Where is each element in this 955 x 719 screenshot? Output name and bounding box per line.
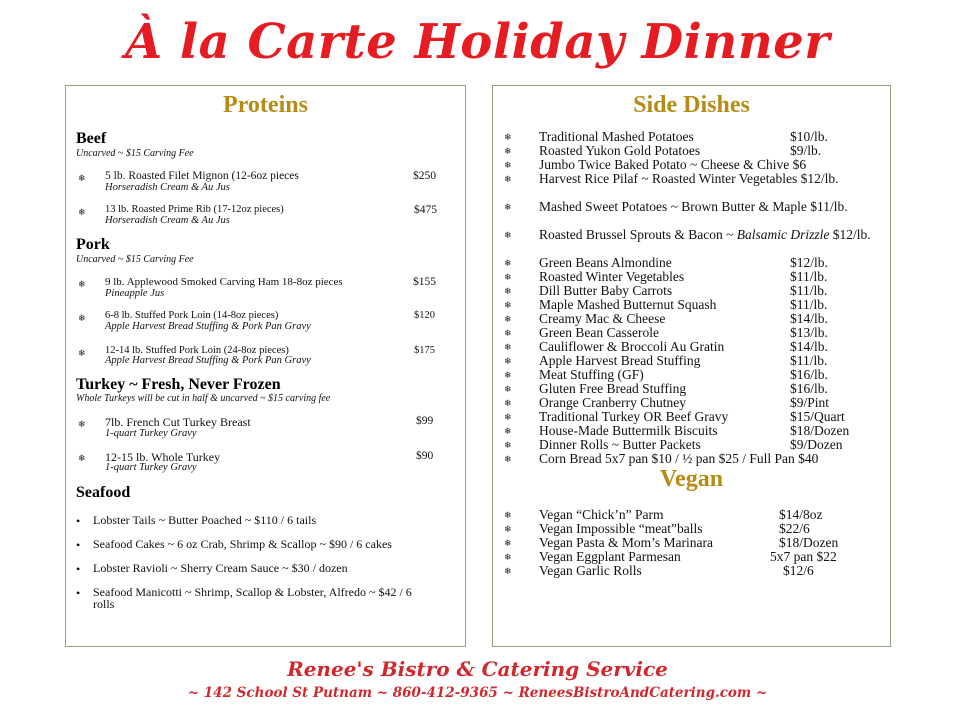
snowflake-bullet-icon: ❄ xyxy=(504,132,512,142)
side-dish-name-italic: Balsamic Drizzle xyxy=(736,227,830,242)
side-dish-price: $11/lb. xyxy=(790,283,828,298)
side-dish-name-text: Roasted Brussel Sprouts & Bacon ~ xyxy=(539,227,737,242)
snowflake-bullet-icon: ❄ xyxy=(78,313,86,323)
vegan-item-name: Vegan Eggplant Parmesan xyxy=(539,549,681,564)
dot-bullet-icon: • xyxy=(76,514,81,528)
side-dish-price: $15/Quart xyxy=(790,409,845,424)
side-dish-name: Roasted Winter Vegetables xyxy=(539,269,685,284)
snowflake-bullet-icon: ❄ xyxy=(78,453,86,463)
vegan-item-name: Vegan Pasta & Mom’s Marinara xyxy=(539,535,713,550)
side-dish-price: $9/Dozen xyxy=(790,437,843,452)
side-dishes-heading: Side Dishes xyxy=(633,92,750,118)
seafood-category: Seafood xyxy=(76,484,131,501)
side-dish-name: Meat Stuffing (GF) xyxy=(539,367,644,382)
vegan-item-name: Vegan Garlic Rolls xyxy=(539,563,642,578)
snowflake-bullet-icon: ❄ xyxy=(78,173,86,183)
snowflake-bullet-icon: ❄ xyxy=(504,230,512,240)
vegan-item-price: $18/Dozen xyxy=(779,535,839,550)
pork-item-name: 6-8 lb. Stuffed Pork Loin (14-8oz pieces) xyxy=(105,310,279,321)
pork-item-sub: Apple Harvest Bread Stuffing & Pork Pan Gravy xyxy=(105,321,311,332)
beef-item-price: $475 xyxy=(414,204,437,216)
snowflake-bullet-icon: ❄ xyxy=(504,440,512,450)
side-dish-name: Jumbo Twice Baked Potato ~ Cheese & Chive $6 xyxy=(539,157,807,172)
proteins-panel xyxy=(65,85,466,647)
pork-item-price: $155 xyxy=(413,276,436,288)
turkey-item-name: 7lb. French Cut Turkey Breast xyxy=(105,415,251,429)
side-dish-name: Corn Bread 5x7 pan $10 / ½ pan $25 / Full Pan $40 xyxy=(539,451,819,466)
turkey-item-sub: 1-quart Turkey Gravy xyxy=(105,462,197,473)
turkey-item-price: $99 xyxy=(416,415,434,427)
snowflake-bullet-icon: ❄ xyxy=(504,286,512,296)
side-dish-price: $18/Dozen xyxy=(790,423,850,438)
vegan-item-name: Vegan Impossible “meat”balls xyxy=(539,521,703,536)
turkey-item-price: $90 xyxy=(416,450,434,462)
snowflake-bullet-icon: ❄ xyxy=(504,524,512,534)
snowflake-bullet-icon: ❄ xyxy=(504,342,512,352)
snowflake-bullet-icon: ❄ xyxy=(78,207,86,217)
vegan-item-price: $22/6 xyxy=(779,521,810,536)
side-dish-name: Dinner Rolls ~ Butter Packets xyxy=(539,437,701,452)
turkey-category: Turkey ~ Fresh, Never Frozen xyxy=(76,376,281,393)
pork-note: Uncarved ~ $15 Carving Fee xyxy=(76,254,194,265)
side-dish-name: Roasted Yukon Gold Potatoes xyxy=(539,143,701,158)
snowflake-bullet-icon: ❄ xyxy=(504,258,512,268)
side-dish-name: Green Beans Almondine xyxy=(539,255,672,270)
side-dish-price: $16/lb. xyxy=(790,367,828,382)
snowflake-bullet-icon: ❄ xyxy=(504,370,512,380)
snowflake-bullet-icon: ❄ xyxy=(504,202,512,212)
pork-item-sub: Apple Harvest Bread Stuffing & Pork Pan Gravy xyxy=(105,355,311,366)
side-dish-price: $9/Pint xyxy=(790,395,830,410)
snowflake-bullet-icon: ❄ xyxy=(504,426,512,436)
vegan-item-price: 5x7 pan $22 xyxy=(770,549,837,564)
beef-item-price: $250 xyxy=(413,170,436,182)
snowflake-bullet-icon: ❄ xyxy=(504,146,512,156)
side-dish-name: Creamy Mac & Cheese xyxy=(539,311,666,326)
side-dish-name: House-Made Buttermilk Biscuits xyxy=(539,423,718,438)
turkey-note: Whole Turkeys will be cut in half & uncarved ~ $15 carving fee xyxy=(76,393,331,404)
vegan-item-name: Vegan “Chick’n” Parm xyxy=(539,507,664,522)
seafood-item: Seafood Cakes ~ 6 oz Crab, Shrimp & Scallop ~ $90 / 6 cakes xyxy=(93,537,392,551)
side-dish-price: $12/lb. xyxy=(790,255,828,270)
side-dish-name: Dill Butter Baby Carrots xyxy=(539,283,673,298)
beef-category: Beef xyxy=(76,130,107,147)
snowflake-bullet-icon: ❄ xyxy=(504,454,512,464)
snowflake-bullet-icon: ❄ xyxy=(504,566,512,576)
side-dish-name: Harvest Rice Pilaf ~ Roasted Winter Vegetables $12/lb. xyxy=(539,171,839,186)
side-dish-name: Gluten Free Bread Stuffing xyxy=(539,381,687,396)
turkey-item-sub: 1-quart Turkey Gravy xyxy=(105,428,197,439)
pork-item-sub: Pineapple Jus xyxy=(105,288,165,299)
pork-item-name: 9 lb. Applewood Smoked Carving Ham 18-8oz pieces xyxy=(105,276,343,288)
dot-bullet-icon: • xyxy=(76,586,81,600)
side-dish-name: Traditional Turkey OR Beef Gravy xyxy=(539,409,729,424)
side-dish-name xyxy=(539,228,884,242)
menu-title: À la Carte Holiday Dinner xyxy=(124,14,831,70)
pork-item-name: 12-14 lb. Stuffed Pork Loin (24-8oz pieces) xyxy=(105,345,289,356)
side-dish-price: $14/lb. xyxy=(790,339,828,354)
snowflake-bullet-icon: ❄ xyxy=(504,272,512,282)
snowflake-bullet-icon: ❄ xyxy=(504,160,512,170)
footer-contact-info: ~ 142 School St Putnam ~ 860-412-9365 ~ ReneesBistroAndCatering.com ~ xyxy=(187,685,768,701)
snowflake-bullet-icon: ❄ xyxy=(78,419,86,429)
snowflake-bullet-icon: ❄ xyxy=(504,300,512,310)
beef-note: Uncarved ~ $15 Carving Fee xyxy=(76,148,194,159)
side-dish-price: $13/lb. xyxy=(790,325,828,340)
side-dish-name: Orange Cranberry Chutney xyxy=(539,395,686,410)
side-dishes-panel xyxy=(492,85,891,647)
seafood-item: Lobster Ravioli ~ Sherry Cream Sauce ~ $30 / dozen xyxy=(93,561,348,575)
side-dish-name: Green Bean Casserole xyxy=(539,325,659,340)
side-dish-name: Mashed Sweet Potatoes ~ Brown Butter & Maple $11/lb. xyxy=(539,199,848,214)
turkey-item-name: 12-15 lb. Whole Turkey xyxy=(105,450,221,464)
side-dish-name: Traditional Mashed Potatoes xyxy=(539,129,694,144)
pork-category: Pork xyxy=(76,236,110,253)
seafood-item: Lobster Tails ~ Butter Poached ~ $110 / 6 tails xyxy=(93,513,317,527)
side-dish-name: Maple Mashed Butternut Squash xyxy=(539,297,717,312)
side-dish-price: $16/lb. xyxy=(790,381,828,396)
snowflake-bullet-icon: ❄ xyxy=(504,412,512,422)
side-dish-price: $14/lb. xyxy=(790,311,828,326)
side-dish-name-after: $12/lb. xyxy=(829,227,871,242)
pork-item-price: $120 xyxy=(414,310,435,321)
pork-item-price: $175 xyxy=(414,345,435,356)
dot-bullet-icon: • xyxy=(76,562,81,576)
side-dish-name: Apple Harvest Bread Stuffing xyxy=(539,353,701,368)
vegan-item-price: $14/8oz xyxy=(779,507,823,522)
vegan-heading: Vegan xyxy=(659,466,724,492)
dot-bullet-icon: • xyxy=(76,538,81,552)
side-dish-price: $11/lb. xyxy=(790,297,828,312)
snowflake-bullet-icon: ❄ xyxy=(78,279,86,289)
proteins-heading: Proteins xyxy=(223,92,308,118)
side-dish-price: $9/lb. xyxy=(790,143,822,158)
snowflake-bullet-icon: ❄ xyxy=(504,328,512,338)
beef-item-sub: Horseradish Cream & Au Jus xyxy=(105,215,230,226)
side-dish-name: Cauliflower & Broccoli Au Gratin xyxy=(539,339,725,354)
footer-business-name: Renee's Bistro & Catering Service xyxy=(287,657,668,681)
snowflake-bullet-icon: ❄ xyxy=(504,552,512,562)
snowflake-bullet-icon: ❄ xyxy=(504,398,512,408)
snowflake-bullet-icon: ❄ xyxy=(504,356,512,366)
snowflake-bullet-icon: ❄ xyxy=(504,174,512,184)
snowflake-bullet-icon: ❄ xyxy=(78,348,86,358)
snowflake-bullet-icon: ❄ xyxy=(504,384,512,394)
beef-item-name: 13 lb. Roasted Prime Rib (17-12oz pieces) xyxy=(105,204,284,215)
beef-item-sub: Horseradish Cream & Au Jus xyxy=(105,182,230,193)
snowflake-bullet-icon: ❄ xyxy=(504,314,512,324)
side-dish-price: $10/lb. xyxy=(790,129,828,144)
vegan-item-price: $12/6 xyxy=(783,563,814,578)
side-dish-price: $11/lb. xyxy=(790,269,828,284)
snowflake-bullet-icon: ❄ xyxy=(504,510,512,520)
seafood-item: Seafood Manicotti ~ Shrimp, Scallop & Lobster, Alfredo ~ $42 / 6 rolls xyxy=(93,585,412,611)
beef-item-name: 5 lb. Roasted Filet Mignon (12-6oz pieces xyxy=(105,170,299,182)
snowflake-bullet-icon: ❄ xyxy=(504,538,512,548)
side-dish-price: $11/lb. xyxy=(790,353,828,368)
